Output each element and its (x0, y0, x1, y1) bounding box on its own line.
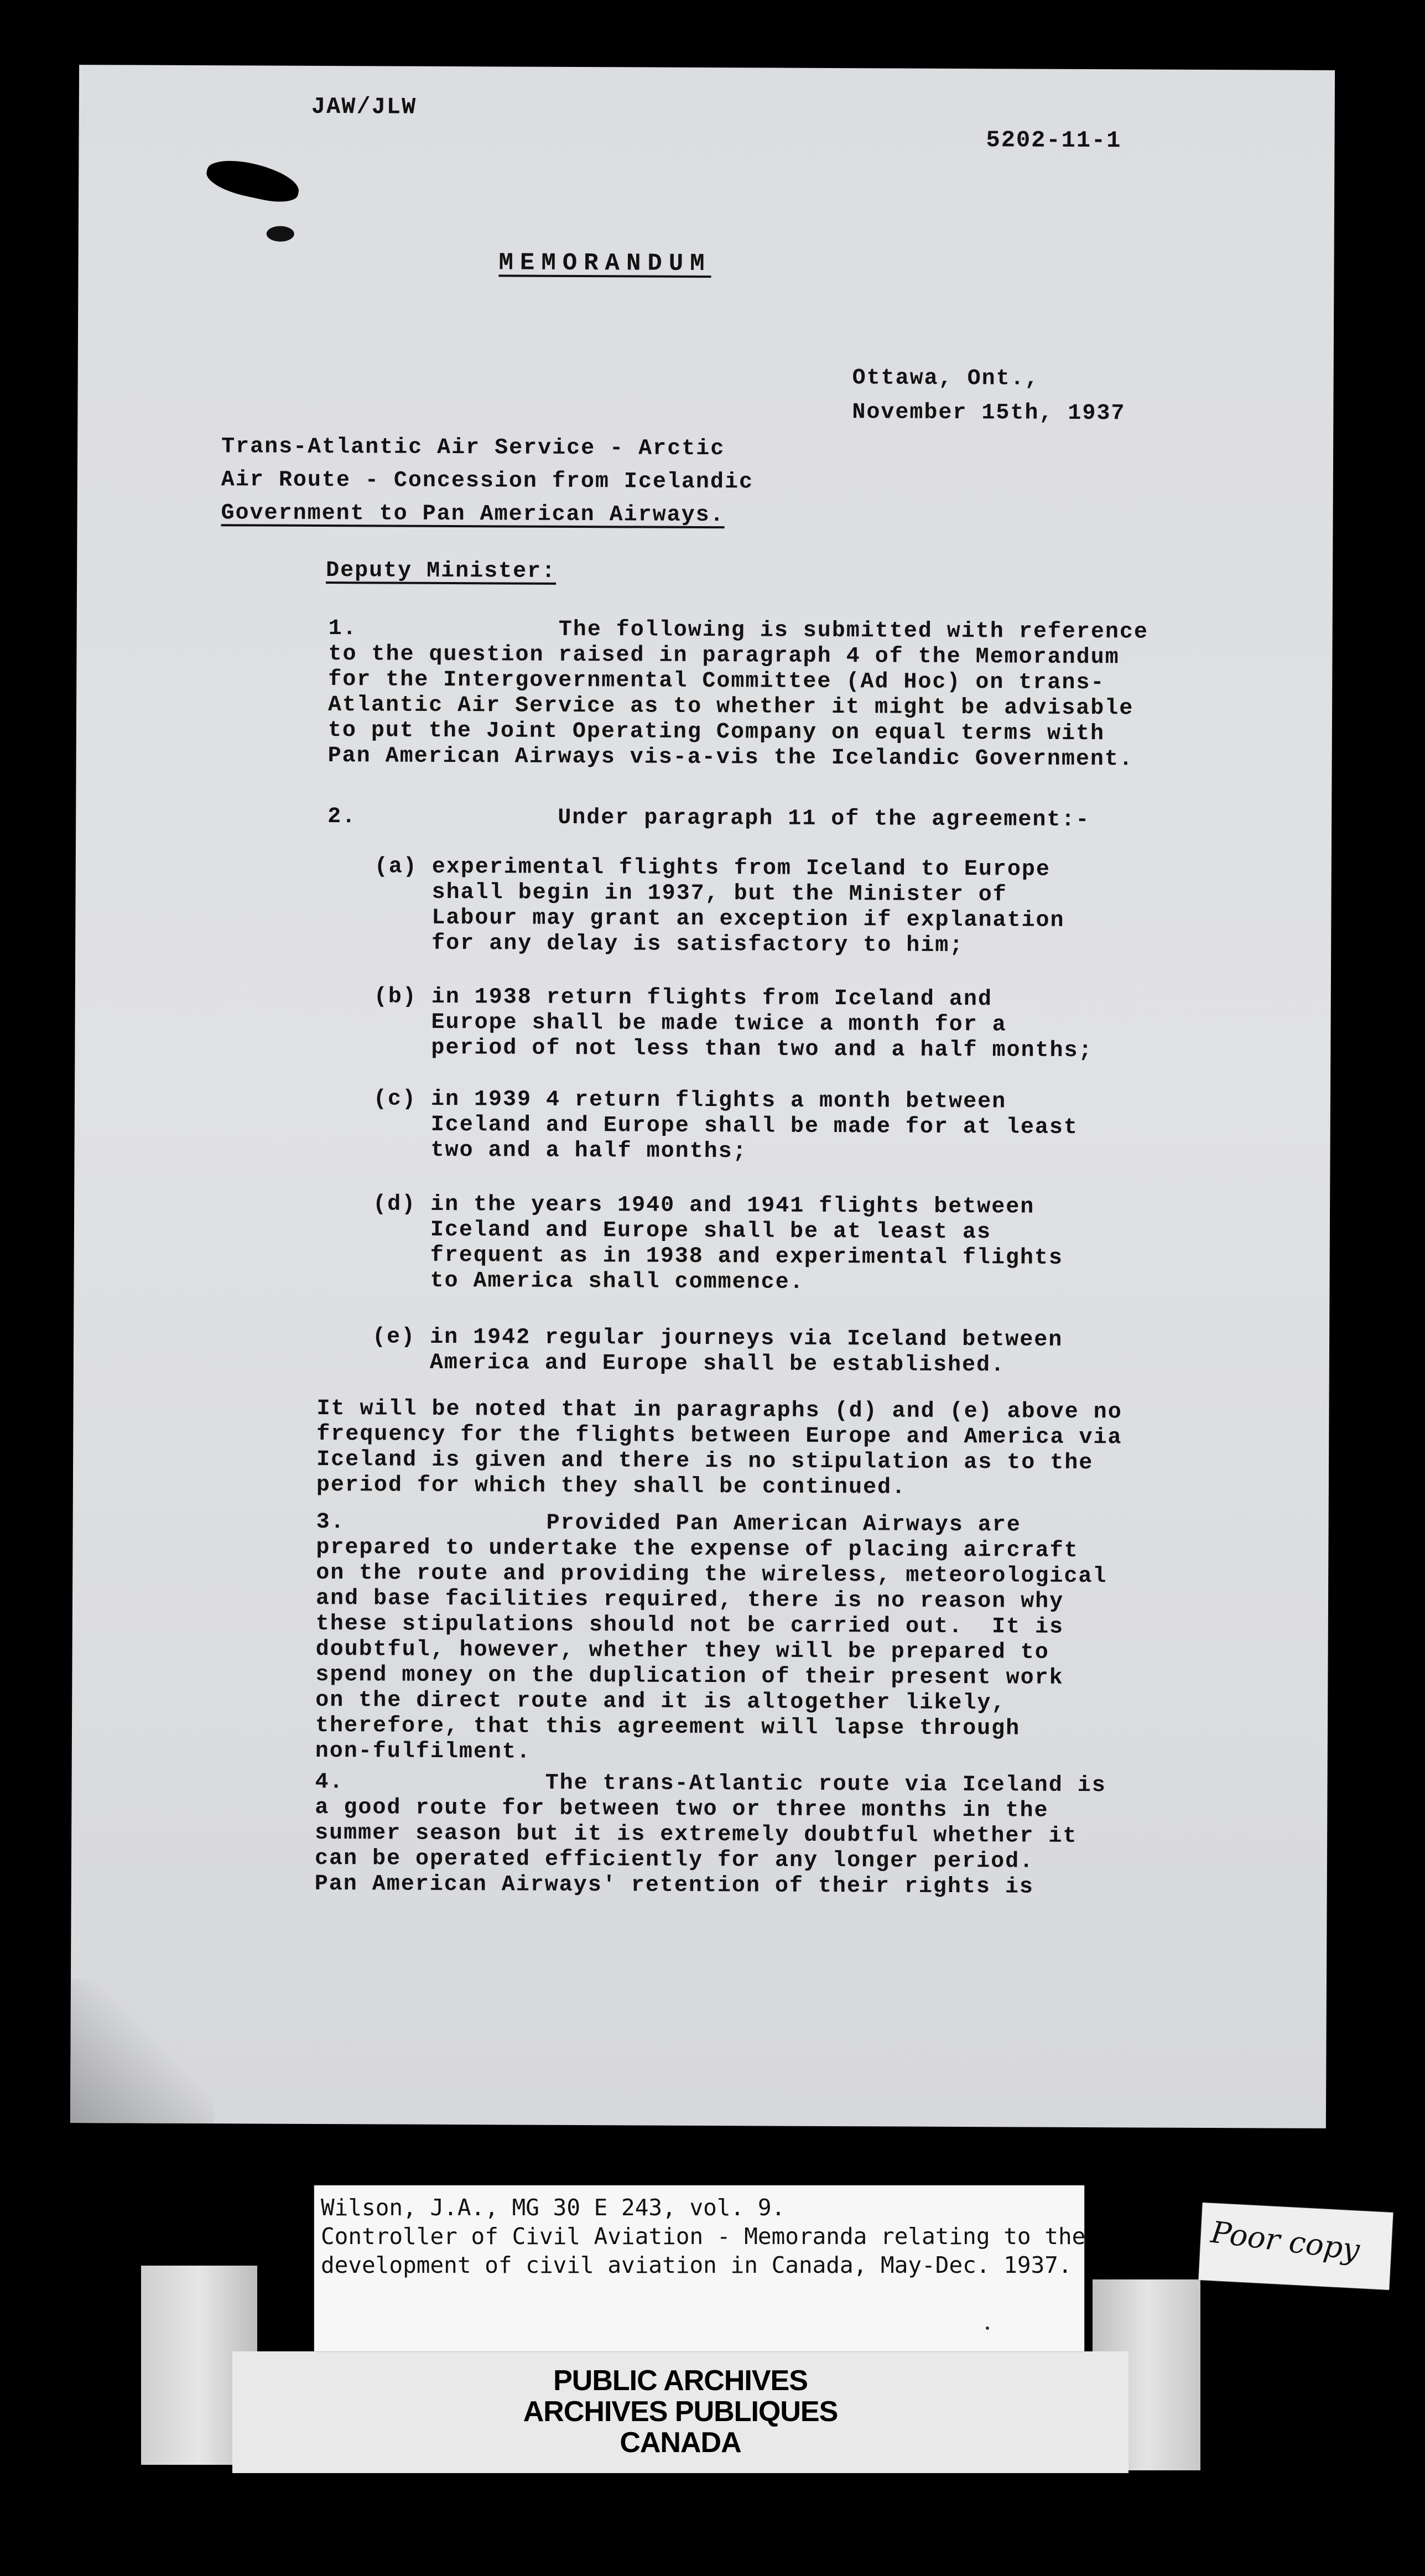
paragraph-1: 1. The following is submitted with reference to the question raised in paragraph 4 of the Memorandum for the Intergovernmental Committee (Ad Hoc) on trans- Atlantic Air Service as to whether it might be advisable to put the Joint Operating Company on equal terms with Pan American Airways vis-a-vis the Icelandic Government. (327, 616, 1149, 772)
subject-line-2: Air Route - Concession from Icelandic (221, 468, 754, 495)
poor-copy-text: Poor copy (1209, 2214, 1362, 2268)
archives-line-2: ARCHIVES PUBLIQUES (523, 2396, 838, 2428)
date-line-2: November 15th, 1937 (852, 400, 1126, 427)
paragraph-2: 2. Under paragraph 11 of the agreement:- (327, 804, 1090, 833)
memo-page (70, 65, 1335, 2128)
page-corner-shadow (70, 1979, 215, 2123)
card-mark (986, 2326, 989, 2330)
subject-line-3: Government to Pan American Airways. (221, 501, 725, 528)
archives-line-3: CANADA (620, 2427, 741, 2459)
catalog-text (321, 2193, 1085, 2279)
salutation: Deputy Minister: (326, 558, 557, 584)
archives-label (232, 2365, 1128, 2458)
memo-subject (221, 430, 753, 532)
subject-line-1: Trans-Atlantic Air Service - Arctic (221, 434, 725, 462)
reference-initials: JAW/JLW (311, 93, 417, 121)
catalog-line-1: Wilson, J.A., MG 30 E 243, vol. 9. (321, 2194, 786, 2221)
clause-d: (d) in the years 1940 and 1941 flights between Iceland and Europe shall be at least as frequent as in 1938 and experimental flights to America shall commence. (372, 1192, 1064, 1295)
clause-a: (a) experimental flights from Iceland to Europe shall begin in 1937, but the Minister of Labour may grant an exception if explanation for any delay is satisfactory to him; (374, 854, 1065, 959)
ink-smudge (204, 154, 303, 207)
catalog-line-3: development of civil aviation in Canada, May-Dec. 1937. (321, 2252, 1072, 2278)
file-number: 5202-11-1 (986, 127, 1122, 154)
clause-c: (c) in 1939 4 return flights a month between Iceland and Europe shall be made for at least two and a half months; (373, 1087, 1079, 1165)
note-paragraph: It will be noted that in paragraphs (d) and (e) above no frequency for the flights between Europe and America via Iceland is given and there is no stipulation as to the period for which they shall be continued. (316, 1396, 1122, 1500)
memo-date (852, 361, 1126, 431)
date-line-1: Ottawa, Ont., (852, 366, 1039, 392)
memo-title: MEMORANDUM (498, 249, 711, 278)
clause-b: (b) in 1938 return flights from Iceland and Europe shall be made twice a month for a period of not less than two and a half months; (373, 984, 1093, 1064)
poor-copy-note (1199, 2203, 1393, 2290)
ink-smudge-small (267, 226, 294, 242)
paragraph-3: 3. Provided Pan American Airways are prepared to undertake the expense of placing aircraft on the route and providing the wireless, meteorological and base facilities required, there is no reason why these stipulations should not be carried out. It is doubtful, however, whether they will be prepared to spend money on the duplication of their present work on the direct route and it is altogether likely, therefore, that this agreement will lapse through non-fulfilment. (315, 1509, 1107, 1765)
catalog-line-2: Controller of Civil Aviation - Memoranda relating to the (321, 2223, 1086, 2250)
paragraph-4: 4. The trans-Atlantic route via Iceland is a good route for between two or three months in the summer season but it is extremely doubtful whether it can be operated efficiently for any longer period. Pan American Airways' retention of their rights is (314, 1769, 1106, 1900)
clause-e: (e) in 1942 regular journeys via Iceland between America and Europe shall be established. (372, 1325, 1063, 1378)
catalog-card (314, 2185, 1084, 2351)
archives-line-1: PUBLIC ARCHIVES (553, 2365, 808, 2397)
